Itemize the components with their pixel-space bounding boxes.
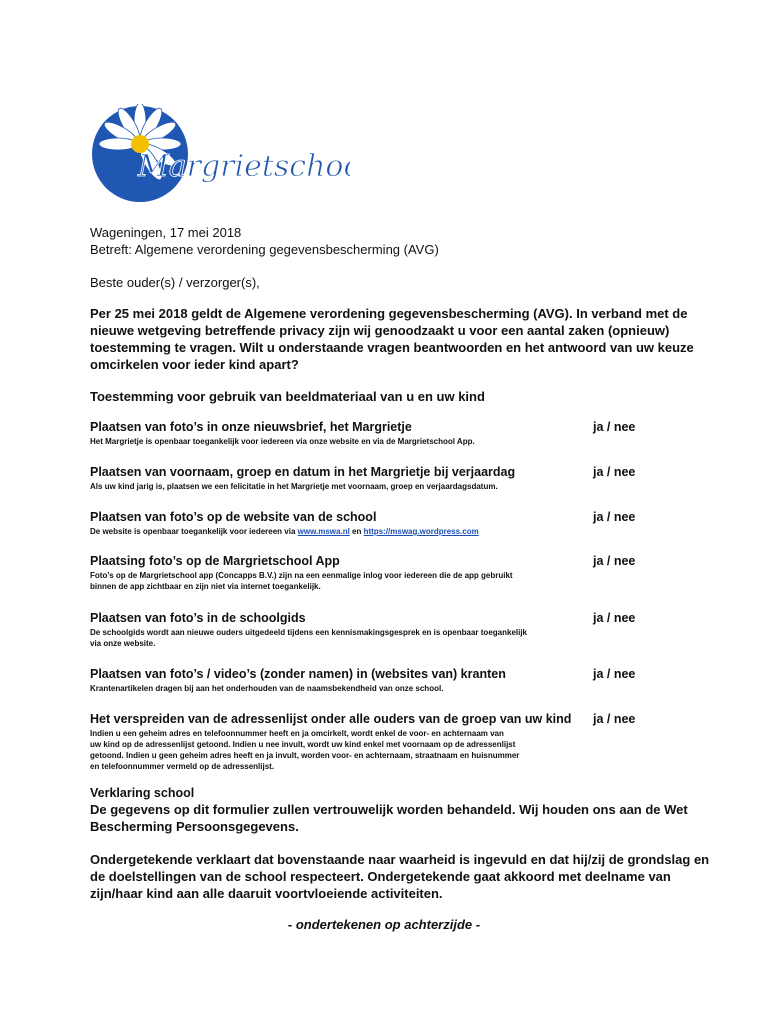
verklaring-heading: Verklaring school xyxy=(90,786,195,800)
consent-item-title: Plaatsen van foto’s in de schoolgids xyxy=(90,611,306,625)
letter-subject: Betreft: Algemene verordening gegevensbescherming (AVG) xyxy=(90,242,439,257)
consent-item-description: Foto’s op de Margrietschool app (Concapps B.V.) zijn na een eenmalige inlog voor iedereen die de app gebruikt xyxy=(90,571,513,580)
intro-line: omcirkelen voor ieder kind apart? xyxy=(90,357,299,372)
consent-item-title: Plaatsen van foto’s op de website van de school xyxy=(90,510,377,524)
consent-answer-choice[interactable]: ja / nee xyxy=(593,611,636,625)
intro-paragraph xyxy=(90,305,694,373)
consent-answer-choice[interactable]: ja / nee xyxy=(593,510,636,524)
intro-line: Per 25 mei 2018 geldt de Algemene verordening gegevensbescherming (AVG). In verband met de xyxy=(90,306,688,321)
consent-answer-choice[interactable]: ja / nee xyxy=(593,420,636,434)
intro-line: toestemming te vragen. Wilt u onderstaande vragen beantwoorden en het antwoord van uw keuze xyxy=(90,340,694,355)
verklaring-line: Bescherming Persoonsgegevens. xyxy=(90,819,299,834)
consent-item-description: Als uw kind jarig is, plaatsen we een felicitatie in het Margrietje met voornaam, groep en verjaardagsdatum. xyxy=(90,482,498,491)
consent-item-website xyxy=(90,509,690,537)
consent-item-title: Plaatsen van voornaam, groep en datum in het Margrietje bij verjaardag xyxy=(90,465,516,479)
ondergetekende-paragraph xyxy=(90,851,710,902)
description-text: en xyxy=(349,527,364,536)
consent-item-birthday xyxy=(90,464,690,492)
logo-text: Margrietschool xyxy=(138,149,350,184)
consent-item-address-list xyxy=(90,711,690,772)
consent-item-description: Het Margrietje is openbaar toegankelijk voor iedereen via onze website en via de Margrietschool App. xyxy=(90,437,475,446)
consent-answer-choice[interactable]: ja / nee xyxy=(593,667,636,681)
consent-answer-choice[interactable]: ja / nee xyxy=(593,465,636,479)
consent-item-description: De schoolgids wordt aan nieuwe ouders uitgedeeld tijdens een kennismakingsgesprek en is openbaar toegankelijk xyxy=(90,628,528,637)
consent-item-app xyxy=(90,553,690,592)
ondergetekende-line: Ondergetekende verklaart dat bovenstaande naar waarheid is ingevuld en dat hij/zij de grondslag en xyxy=(90,852,710,867)
intro-line: nieuwe wetgeving betreffende privacy zijn wij genoodzaakt u voor een aantal zaken (opnieuw) xyxy=(90,323,670,338)
consent-item-newspapers xyxy=(90,666,690,694)
description-text: De website is openbaar toegankelijk voor iedereen via xyxy=(90,527,298,536)
sign-on-back-note: - ondertekenen op achterzijde - xyxy=(287,917,481,932)
consent-item-description: binnen de app zichtbaar en zijn niet via internet toegankelijk. xyxy=(90,582,321,591)
consent-answer-choice[interactable]: ja / nee xyxy=(593,554,636,568)
verklaring-line: De gegevens op dit formulier zullen vertrouwelijk worden behandeld. Wij houden ons aan de Wet xyxy=(90,802,688,817)
consent-item-description: getoond. Indien u geen geheim adres heeft en ja invult, worden voor- en achternaam, straatnaam en huisnummer xyxy=(90,751,520,760)
consent-item-description: en telefoonnummer vermeld op de adressenlijst. xyxy=(90,762,275,771)
consent-answer-choice[interactable]: ja / nee xyxy=(593,712,636,726)
consent-item-title: Het verspreiden van de adressenlijst onder alle ouders van de groep van uw kind xyxy=(90,712,572,726)
verklaring-paragraph xyxy=(90,801,700,835)
consent-item-description: Indien u een geheim adres en telefoonnummer heeft en ja omcirkelt, wordt enkel de voor- en achternaam van xyxy=(90,729,504,738)
school-blog-link[interactable]: https://mswag.wordpress.com xyxy=(363,527,479,536)
consent-item-description: Krantenartikelen dragen bij aan het onderhouden van de naamsbekendheid van onze school. xyxy=(90,684,444,693)
section-heading: Toestemming voor gebruik van beeldmateriaal van u en uw kind xyxy=(90,389,485,404)
consent-item-title: Plaatsen van foto’s in onze nieuwsbrief, het Margrietje xyxy=(90,420,412,434)
consent-item-newsletter xyxy=(90,419,690,447)
consent-item-description: via onze website. xyxy=(90,639,156,648)
consent-item-schoolgids xyxy=(90,610,690,649)
school-logo xyxy=(88,104,350,204)
consent-item-description: uw kind op de adressenlijst getoond. Indien u nee invult, wordt uw kind enkel met voornaam op de adressenlijst xyxy=(90,740,516,749)
school-website-link[interactable]: www.mswa.nl xyxy=(297,527,350,536)
ondergetekende-line: zijn/haar kind aan alle daaruit voortvloeiende activiteiten. xyxy=(90,886,443,901)
consent-item-title: Plaatsing foto’s op de Margrietschool App xyxy=(90,554,340,568)
letter-date: Wageningen, 17 mei 2018 xyxy=(90,225,242,240)
consent-item-description xyxy=(90,526,690,537)
ondergetekende-line: de doelstellingen van de school respecteert. Ondergetekende gaat akkoord met deelname van xyxy=(90,869,671,884)
letter-salutation: Beste ouder(s) / verzorger(s), xyxy=(90,275,260,290)
consent-item-title: Plaatsen van foto’s / video’s (zonder namen) in (websites van) kranten xyxy=(90,667,506,681)
